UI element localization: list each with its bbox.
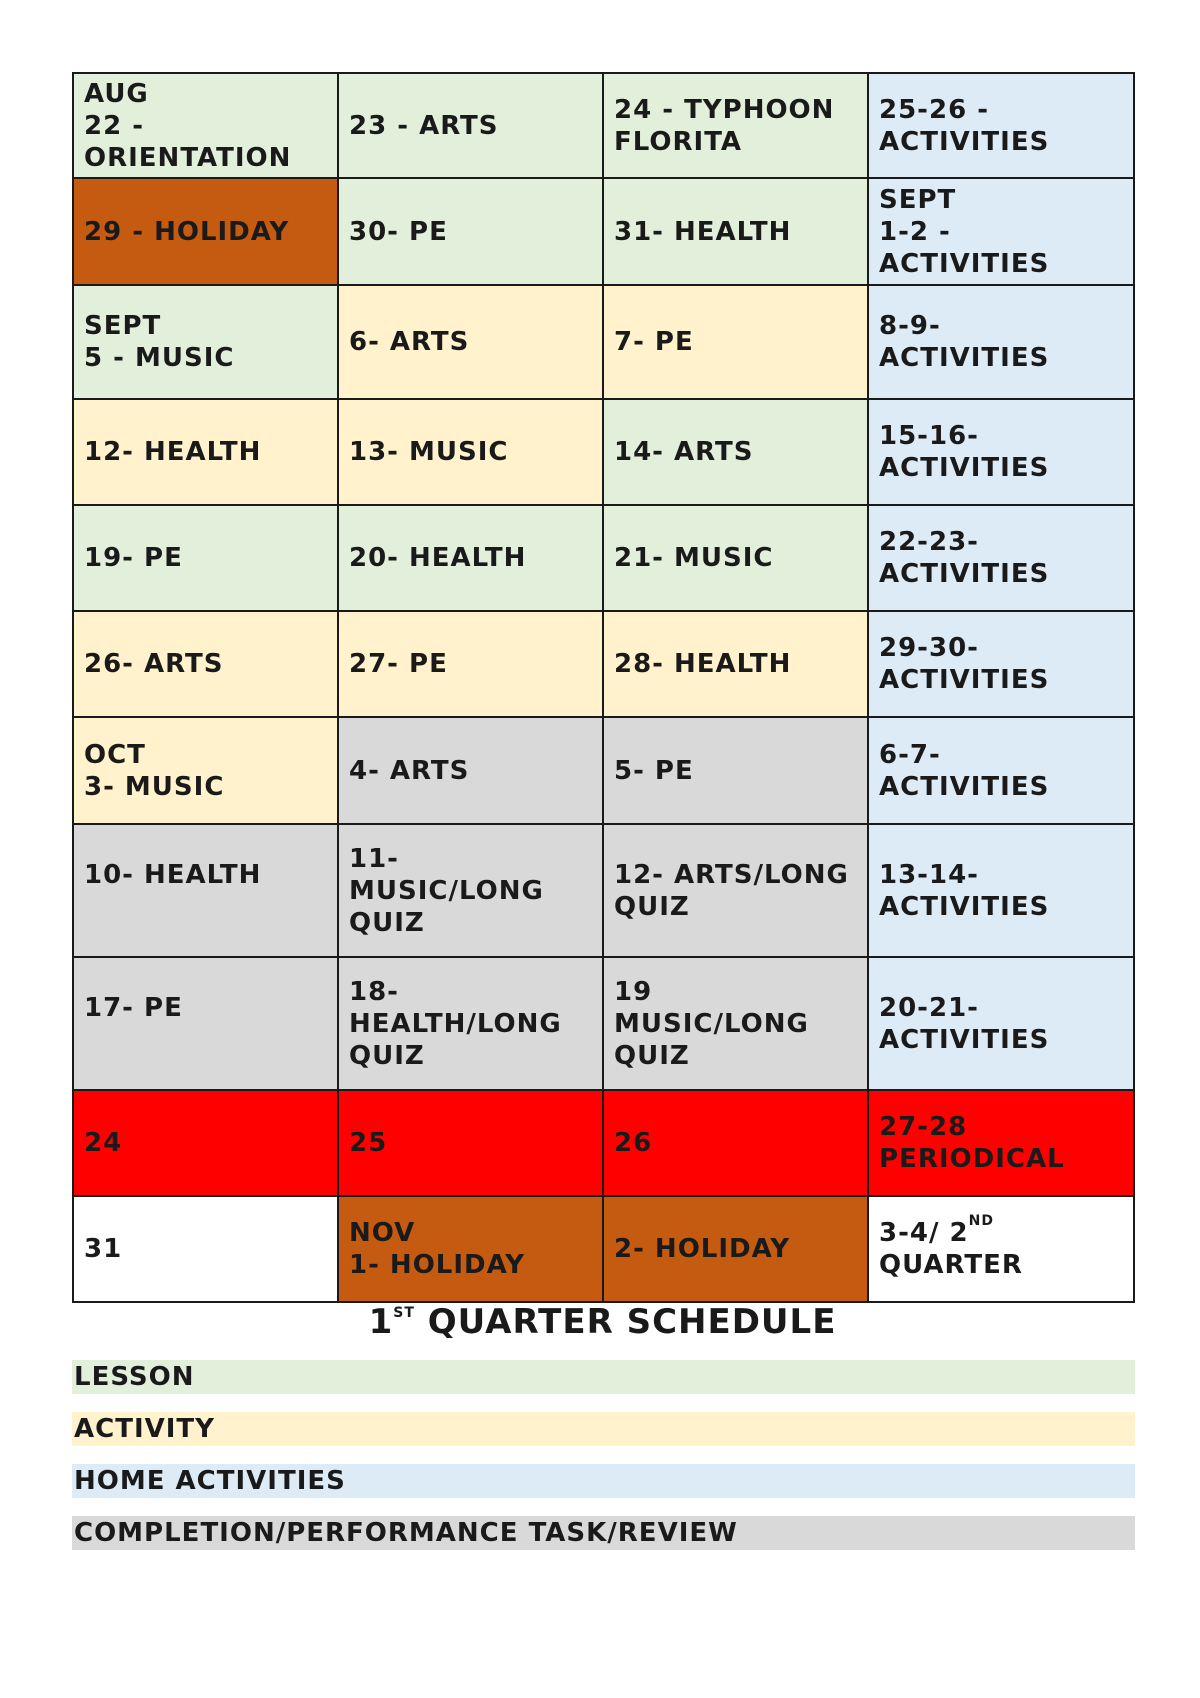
schedule-cell: SEPT 5 - MUSIC (73, 285, 338, 399)
schedule-cell: 22-23- ACTIVITIES (868, 505, 1134, 611)
schedule-table (72, 72, 1135, 1303)
schedule-cell: 7- PE (603, 285, 868, 399)
schedule-cell: 12- ARTS/LONG QUIZ (603, 824, 868, 957)
schedule-cell: 12- HEALTH (73, 399, 338, 505)
schedule-row (73, 505, 1134, 611)
schedule-cell: 26 (603, 1090, 868, 1196)
schedule-row (73, 1196, 1134, 1302)
schedule-row (73, 399, 1134, 505)
schedule-cell: 8-9- ACTIVITIES (868, 285, 1134, 399)
schedule-cell: 30- PE (338, 178, 603, 285)
schedule-cell: 13- MUSIC (338, 399, 603, 505)
schedule-cell: 4- ARTS (338, 717, 603, 824)
schedule-cell: 26- ARTS (73, 611, 338, 717)
schedule-cell: OCT 3- MUSIC (73, 717, 338, 824)
title-number: 1 (368, 1302, 394, 1342)
schedule-cell (868, 1196, 1134, 1302)
schedule-row (73, 611, 1134, 717)
legend-completion: COMPLETION/PERFORMANCE TASK/REVIEW (72, 1516, 1135, 1550)
schedule-cell: 10- HEALTH (73, 824, 338, 957)
schedule-cell: 2- HOLIDAY (603, 1196, 868, 1302)
schedule-row (73, 717, 1134, 824)
schedule-cell: 6-7- ACTIVITIES (868, 717, 1134, 824)
schedule-cell: NOV 1- HOLIDAY (338, 1196, 603, 1302)
schedule-cell: 11- MUSIC/LONG QUIZ (338, 824, 603, 957)
legend-home-activities: HOME ACTIVITIES (72, 1464, 1135, 1498)
schedule-row (73, 73, 1134, 178)
schedule-cell: 29 - HOLIDAY (73, 178, 338, 285)
schedule-row (73, 824, 1134, 957)
schedule-cell: 27- PE (338, 611, 603, 717)
quarter-end-label: QUARTER (879, 1250, 1023, 1280)
schedule-cell: 21- MUSIC (603, 505, 868, 611)
schedule-cell: 14- ARTS (603, 399, 868, 505)
schedule-cell: 18- HEALTH/LONG QUIZ (338, 957, 603, 1090)
schedule-cell: 24 - TYPHOON FLORITA (603, 73, 868, 178)
title-superscript: ST (393, 1305, 415, 1321)
schedule-cell: 31 (73, 1196, 338, 1302)
legend-activity: ACTIVITY (72, 1412, 1135, 1446)
schedule-cell: 6- ARTS (338, 285, 603, 399)
schedule-row (73, 178, 1134, 285)
schedule-cell: 13-14- ACTIVITIES (868, 824, 1134, 957)
schedule-cell: 24 (73, 1090, 338, 1196)
schedule-cell: 17- PE (73, 957, 338, 1090)
title-text: QUARTER SCHEDULE (414, 1302, 837, 1342)
schedule-cell: 19 MUSIC/LONG QUIZ (603, 957, 868, 1090)
page-title (72, 1302, 1133, 1342)
schedule-cell: 25-26 - ACTIVITIES (868, 73, 1134, 178)
schedule-cell: 27-28 PERIODICAL (868, 1090, 1134, 1196)
schedule-cell: 28- HEALTH (603, 611, 868, 717)
schedule-cell: 19- PE (73, 505, 338, 611)
schedule-cell: SEPT 1-2 - ACTIVITIES (868, 178, 1134, 285)
quarter-end-number: 3-4/ 2 (879, 1218, 969, 1248)
schedule-cell: 23 - ARTS (338, 73, 603, 178)
legend-lesson: LESSON (72, 1360, 1135, 1394)
schedule-row (73, 285, 1134, 399)
schedule-cell: 31- HEALTH (603, 178, 868, 285)
schedule-cell: 20-21- ACTIVITIES (868, 957, 1134, 1090)
schedule-cell: 15-16- ACTIVITIES (868, 399, 1134, 505)
schedule-row (73, 957, 1134, 1090)
schedule-cell: 20- HEALTH (338, 505, 603, 611)
schedule-cell: 5- PE (603, 717, 868, 824)
quarter-end-superscript: ND (968, 1213, 994, 1229)
schedule-cell: 25 (338, 1090, 603, 1196)
schedule-cell: 29-30- ACTIVITIES (868, 611, 1134, 717)
schedule-cell: AUG 22 - ORIENTATION (73, 73, 338, 178)
schedule-row (73, 1090, 1134, 1196)
